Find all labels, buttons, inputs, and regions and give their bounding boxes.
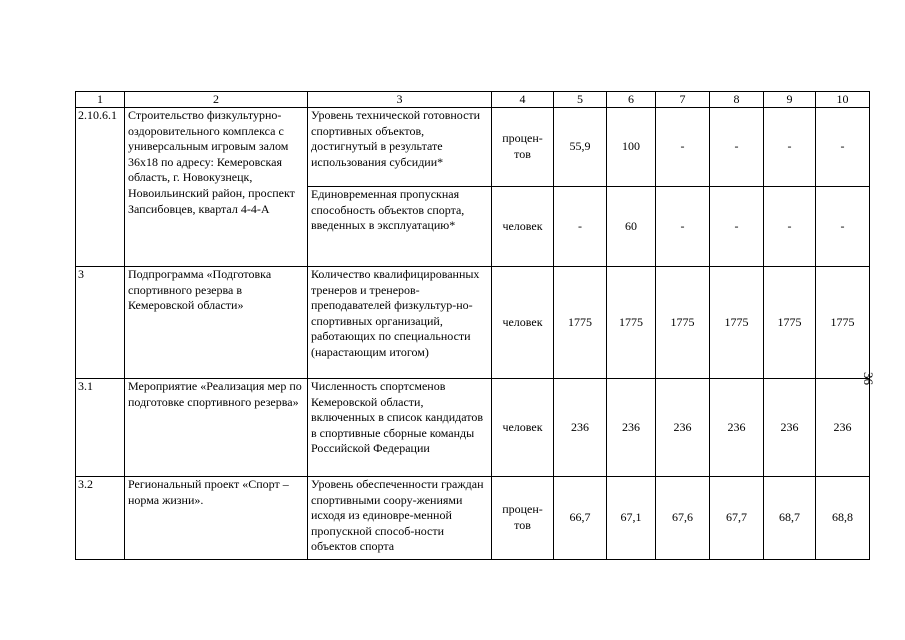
measure-name-cell: Подпрограмма «Подготовка спортивного резерва в Кемеровской области»	[125, 267, 308, 379]
value-cell: 236	[554, 379, 607, 477]
table-row	[76, 108, 870, 187]
value-cell: 236	[710, 379, 764, 477]
value-cell: -	[764, 108, 816, 187]
unit-cell: человек	[492, 379, 554, 477]
value-cell: 1775	[816, 267, 870, 379]
value-cell: 67,1	[607, 477, 656, 560]
value-cell: -	[710, 187, 764, 267]
value-cell: 55,9	[554, 108, 607, 187]
header-cell: 1	[76, 92, 125, 108]
table-row	[76, 379, 870, 477]
unit-cell: человек	[492, 267, 554, 379]
value-cell: 68,7	[764, 477, 816, 560]
header-cell: 2	[125, 92, 308, 108]
value-cell: 1775	[764, 267, 816, 379]
row-number-cell: 3.1	[76, 379, 125, 477]
value-cell: -	[764, 187, 816, 267]
value-cell: -	[710, 108, 764, 187]
measure-name-cell: Мероприятие «Реализация мер по подготовке спортивного резерва»	[125, 379, 308, 477]
value-cell: 1775	[554, 267, 607, 379]
header-row	[76, 92, 870, 108]
value-cell: -	[554, 187, 607, 267]
value-cell: 67,6	[656, 477, 710, 560]
indicator-cell: Уровень технической готовности спортивных объектов, достигнутый в результате использования субсидии*	[308, 108, 492, 187]
value-cell: 236	[607, 379, 656, 477]
indicator-cell: Уровень обеспеченности граждан спортивными соору-жениями исходя из единовре-менной пропускной способ-ности объектов спорта	[308, 477, 492, 560]
header-cell: 10	[816, 92, 870, 108]
value-cell: 68,8	[816, 477, 870, 560]
header-cell: 3	[308, 92, 492, 108]
row-number-cell: 3	[76, 267, 125, 379]
table-body	[76, 108, 870, 560]
value-cell: 100	[607, 108, 656, 187]
row-number-cell: 3.2	[76, 477, 125, 560]
value-cell: 60	[607, 187, 656, 267]
table-header	[76, 92, 870, 108]
value-cell: 1775	[607, 267, 656, 379]
value-cell: -	[656, 108, 710, 187]
header-cell: 5	[554, 92, 607, 108]
header-cell: 9	[764, 92, 816, 108]
unit-cell: человек	[492, 187, 554, 267]
indicator-cell: Единовременная пропускная способность объектов спорта, введенных в эксплуатацию*	[308, 187, 492, 267]
indicator-cell: Численность спортсменов Кемеровской области, включенных в список кандидатов в спортивные сборные команды Российской Федерации	[308, 379, 492, 477]
value-cell: 66,7	[554, 477, 607, 560]
value-cell: -	[816, 108, 870, 187]
value-cell: 236	[764, 379, 816, 477]
table-row	[76, 267, 870, 379]
value-cell: -	[656, 187, 710, 267]
measure-name-cell: Строительство физкультурно-оздоровительного комплекса с универсальным игровым залом 36х18 по адресу: Кемеровская область, г. Новокузнецк, Новоильинский район, проспект Запсибовцев, квартал 4-4-А	[125, 108, 308, 267]
unit-cell: процен-тов	[492, 108, 554, 187]
header-cell: 7	[656, 92, 710, 108]
header-cell: 4	[492, 92, 554, 108]
value-cell: 1775	[656, 267, 710, 379]
table-row	[76, 477, 870, 560]
row-number-cell: 2.10.6.1	[76, 108, 125, 267]
indicators-table	[75, 91, 870, 560]
measure-name-cell: Региональный проект «Спорт – норма жизни».	[125, 477, 308, 560]
header-cell: 8	[710, 92, 764, 108]
value-cell: -	[816, 187, 870, 267]
unit-cell: процен-тов	[492, 477, 554, 560]
value-cell: 236	[816, 379, 870, 477]
indicator-cell: Количество квалифицированных тренеров и тренеров-преподавателей физкультур-но-спортивных организаций, работающих по специальности (нарастающим итогом)	[308, 267, 492, 379]
header-cell: 6	[607, 92, 656, 108]
value-cell: 67,7	[710, 477, 764, 560]
value-cell: 236	[656, 379, 710, 477]
page-number: 36	[861, 372, 876, 385]
value-cell: 1775	[710, 267, 764, 379]
